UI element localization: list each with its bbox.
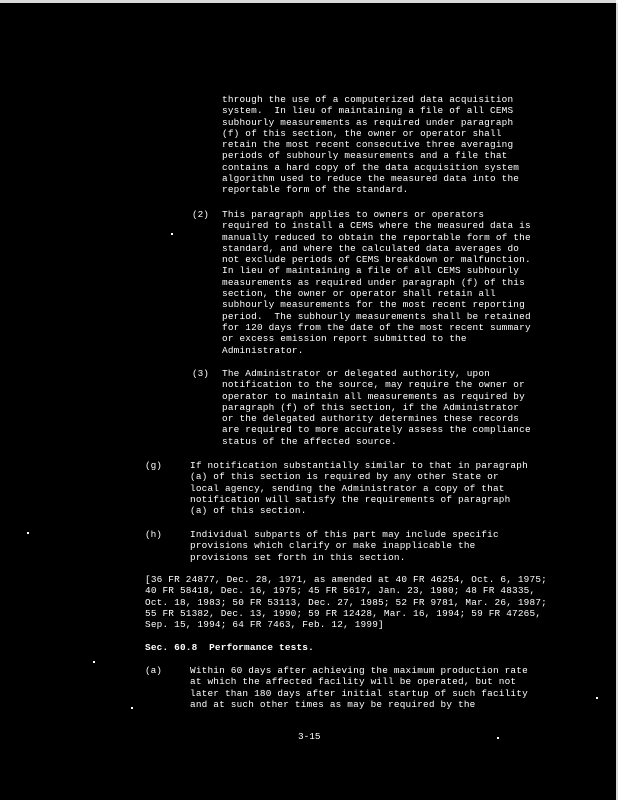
text-line: (f) of this section, the owner or operator shall: [222, 127, 502, 139]
text-line: and at such other times as may be required by the: [190, 698, 476, 710]
paragraph-label: (g): [145, 460, 162, 471]
text-line: or excess emission report submitted to the: [222, 333, 467, 345]
text-line: measurements as required under paragraph (f) of this: [222, 276, 525, 288]
text-line: retain the most recent consecutive three averaging: [222, 139, 514, 151]
scan-speck: [497, 737, 499, 739]
text-line: provisions set forth in this section.: [190, 551, 406, 563]
text-line: contains a hard copy of the data acquisition system: [222, 161, 520, 173]
text-line: local agency, sending the Administrator a copy of that: [190, 482, 505, 494]
amendment-citation: [145, 574, 547, 630]
paragraph-a: [190, 665, 528, 710]
text-line: Individual subparts of this part may include specific: [190, 529, 499, 540]
text-line: 40 FR 58418, Dec. 16, 1975; 45 FR 5617, Jan. 23, 1980; 48 FR 48335,: [145, 585, 536, 597]
text-line: system. In lieu of maintaining a file of all CEMS: [222, 105, 514, 117]
text-line: paragraph (f) of this section, if the Administrator: [222, 401, 520, 413]
text-line: Within 60 days after achieving the maximum production rate: [190, 665, 528, 676]
text-line: If notification substantially similar to that in paragraph: [190, 460, 528, 471]
paragraph-label: (2): [192, 209, 209, 220]
text-line: Administrator.: [222, 344, 304, 356]
text-line: later than 180 days after initial startup of such facility: [190, 687, 528, 699]
text-line: algorithm used to reduce the measured data into the: [222, 173, 520, 185]
text-line: required to install a CEMS where the measured data is: [222, 220, 531, 232]
text-line: subhourly measurements as required under paragraph: [222, 116, 514, 128]
section-heading-text: Sec. 60.8 Performance tests.: [145, 642, 314, 653]
paragraph-h: [190, 529, 499, 563]
paragraph-label: (a): [145, 665, 162, 676]
text-line: notification will satisfy the requirements of paragraph: [190, 493, 511, 505]
scan-speck: [596, 697, 598, 699]
text-line: In lieu of maintaining a file of all CEMS subhourly: [222, 265, 520, 277]
paragraph-2: [222, 209, 531, 356]
page-number: 3-15: [298, 731, 321, 742]
text-line: This paragraph applies to owners or operators: [222, 209, 485, 220]
text-line: through the use of a computerized data acquisition: [222, 94, 514, 105]
section-heading: [145, 642, 314, 653]
text-line: notification to the source, may require the owner or: [222, 379, 525, 391]
paragraph-3: [222, 368, 531, 447]
scan-speck: [93, 661, 95, 663]
text-line: manually reduced to obtain the reportable form of the: [222, 231, 531, 243]
text-line: section, the owner or operator shall retain all: [222, 288, 496, 300]
text-line: are required to more accurately assess the compliance: [222, 424, 531, 436]
paragraph-label: (3): [192, 368, 209, 379]
scan-speck: [27, 532, 29, 534]
text-line: standard, and where the calculated data averages do: [222, 242, 520, 254]
text-line: for 120 days from the date of the most recent summary: [222, 321, 531, 333]
paragraph-g: [190, 460, 528, 516]
continuation-paragraph: [222, 94, 519, 196]
text-line: not exclude periods of CEMS breakdown or malfunction.: [222, 254, 531, 266]
text-line: periods of subhourly measurements and a file that: [222, 150, 508, 162]
text-line: 55 FR 51382, Dec. 13, 1990; 59 FR 12428, Mar. 16, 1994; 59 FR 47265,: [145, 607, 542, 619]
text-line: Sep. 15, 1994; 64 FR 7463, Feb. 12, 1999]: [145, 619, 384, 631]
text-line: period. The subhourly measurements shall be retained: [222, 310, 531, 322]
text-line: or the delegated authority determines these records: [222, 413, 520, 425]
text-line: subhourly measurements for the most recent reporting: [222, 299, 525, 311]
text-line: [36 FR 24877, Dec. 28, 1971, as amended at 40 FR 46254, Oct. 6, 1975;: [145, 574, 547, 585]
text-line: reportable form of the standard.: [222, 184, 409, 196]
text-line: The Administrator or delegated authority, upon: [222, 368, 490, 379]
text-line: status of the affected source.: [222, 435, 397, 447]
scan-speck: [171, 233, 173, 235]
scan-edge-top: [0, 0, 618, 3]
text-line: (a) of this section.: [190, 505, 307, 517]
paragraph-label: (h): [145, 529, 162, 540]
text-line: operator to maintain all measurements as required by: [222, 390, 525, 402]
text-line: (a) of this section is required by any other State or: [190, 471, 499, 483]
text-line: provisions which clarify or make inapplicable the: [190, 540, 476, 552]
text-line: Oct. 18, 1983; 50 FR 53113, Dec. 27, 1985; 52 FR 9781, Mar. 26, 1987;: [145, 596, 547, 608]
text-line: at which the affected facility will be operated, but not: [190, 676, 517, 688]
scan-speck: [131, 707, 133, 709]
